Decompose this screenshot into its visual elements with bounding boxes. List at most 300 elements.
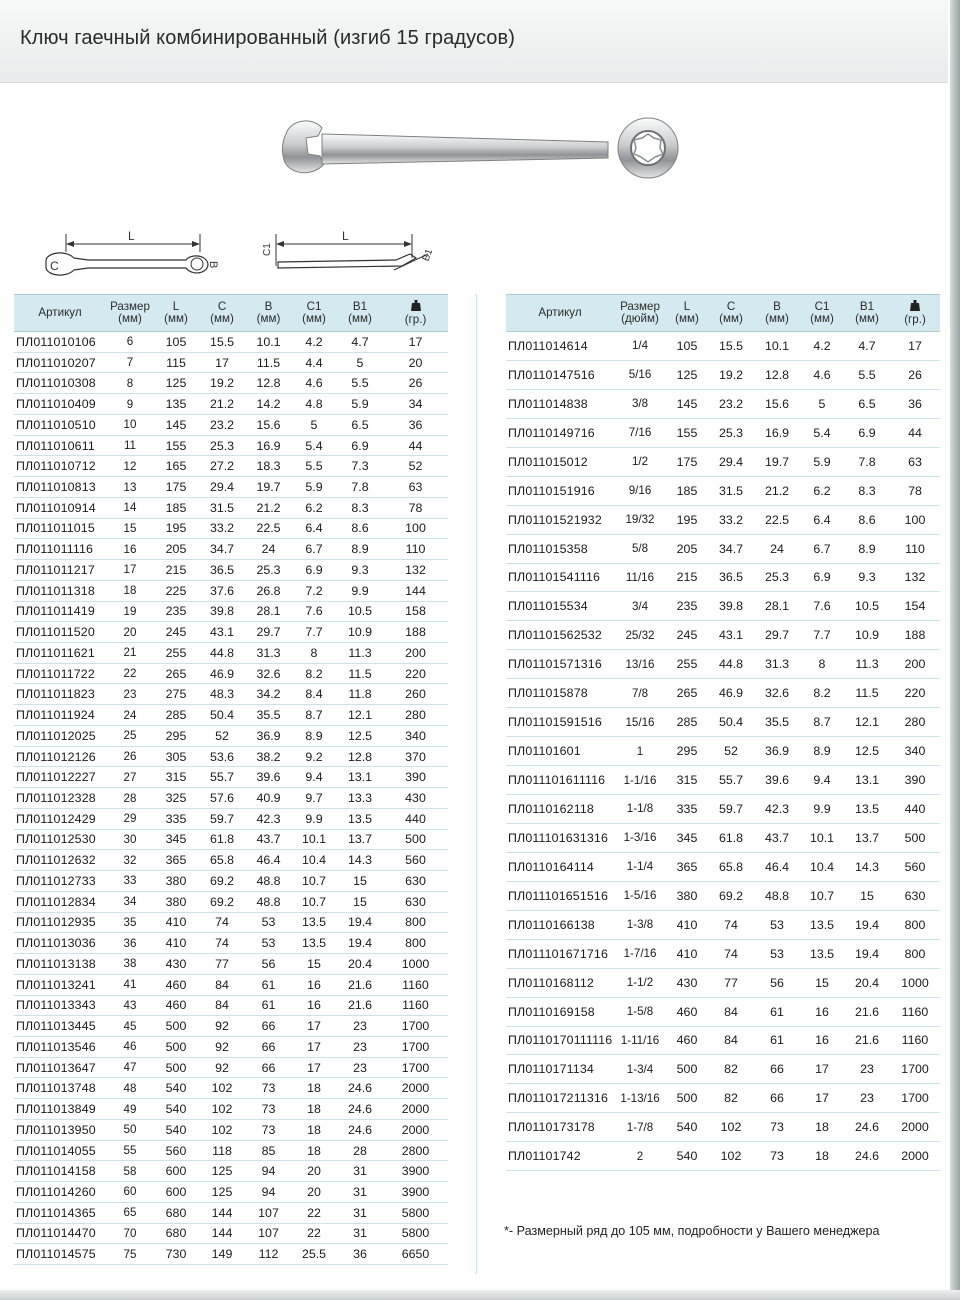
cell-size: 16: [106, 539, 154, 560]
table-row: [14, 663, 448, 684]
table-row: [14, 788, 448, 809]
table-row: [14, 622, 448, 643]
cell-b1: 31: [337, 1202, 383, 1223]
cell-b: 12.8: [246, 373, 291, 394]
cell-b1: 21.6: [337, 974, 383, 995]
cell-b: 31.3: [754, 650, 800, 679]
cell-l: 115: [154, 352, 198, 373]
cell-weight: 220: [383, 663, 448, 684]
cell-l: 155: [666, 418, 708, 447]
cell-c1: 9.4: [291, 767, 337, 788]
cell-article: ПЛ011013950: [14, 1119, 106, 1140]
cell-l: 305: [154, 746, 198, 767]
cell-c: 23.2: [198, 414, 246, 435]
cell-c: 15.5: [708, 332, 754, 361]
cell-b: 94: [246, 1182, 291, 1203]
table-row: [14, 767, 448, 788]
cell-c: 118: [198, 1140, 246, 1161]
cell-weight: 370: [383, 746, 448, 767]
cell-weight: 430: [383, 788, 448, 809]
cell-l: 275: [154, 684, 198, 705]
cell-b: 10.1: [754, 332, 800, 361]
cell-l: 335: [666, 795, 708, 824]
cell-article: ПЛ011101671716: [506, 939, 614, 968]
table-row: [506, 418, 940, 447]
cell-b1: 8.3: [844, 476, 890, 505]
cell-size: 58: [106, 1161, 154, 1182]
wrench-dimension-diagram: [36, 228, 224, 292]
table-row: [14, 518, 448, 539]
cell-size: 5/8: [614, 534, 666, 563]
cell-l: 410: [154, 912, 198, 933]
table-row: [14, 1057, 448, 1078]
cell-b: 24: [754, 534, 800, 563]
cell-size: 33: [106, 871, 154, 892]
table-row: [506, 447, 940, 476]
cell-article: ПЛ011013138: [14, 954, 106, 975]
header-b1: B1 (мм): [844, 295, 890, 332]
table-row: [506, 1084, 940, 1113]
cell-weight: 1700: [383, 1016, 448, 1037]
cell-b1: 12.5: [337, 725, 383, 746]
cell-size: 47: [106, 1057, 154, 1078]
cell-size: 19/32: [614, 505, 666, 534]
cell-size: 14: [106, 497, 154, 518]
cell-b1: 11.3: [337, 643, 383, 664]
cell-c1: 8.2: [291, 663, 337, 684]
cell-b1: 5.5: [337, 373, 383, 394]
cell-l: 265: [154, 663, 198, 684]
cell-c1: 17: [800, 1055, 844, 1084]
table-row: [506, 795, 940, 824]
cell-l: 135: [154, 394, 198, 415]
cell-size: 30: [106, 829, 154, 850]
cell-l: 215: [154, 560, 198, 581]
cell-size: 1-1/8: [614, 795, 666, 824]
cell-article: ПЛ011015012: [506, 447, 614, 476]
cell-c1: 22: [291, 1202, 337, 1223]
cell-b: 61: [754, 1026, 800, 1055]
cell-size: 1-1/4: [614, 852, 666, 881]
cell-size: 12: [106, 456, 154, 477]
cell-b1: 12.5: [844, 737, 890, 766]
cell-c1: 10.7: [800, 881, 844, 910]
cell-weight: 1700: [890, 1055, 940, 1084]
cell-article: ПЛ011014260: [14, 1182, 106, 1203]
cell-c: 65.8: [708, 852, 754, 881]
cell-article: ПЛ011011621: [14, 643, 106, 664]
cell-l: 235: [666, 592, 708, 621]
cell-b: 14.2: [246, 394, 291, 415]
cell-b: 73: [754, 1113, 800, 1142]
cell-b1: 19.4: [337, 912, 383, 933]
cell-b: 94: [246, 1161, 291, 1182]
table-row: [506, 389, 940, 418]
cell-l: 430: [666, 968, 708, 997]
cell-c: 84: [708, 997, 754, 1026]
cell-size: 43: [106, 995, 154, 1016]
cell-article: ПЛ011010510: [14, 414, 106, 435]
cell-c: 44.8: [708, 650, 754, 679]
cell-size: 70: [106, 1223, 154, 1244]
cell-c: 37.6: [198, 580, 246, 601]
cell-c1: 8: [800, 650, 844, 679]
cell-size: 46: [106, 1036, 154, 1057]
cell-l: 500: [666, 1084, 708, 1113]
cell-c1: 5.4: [800, 418, 844, 447]
weight-icon: [411, 300, 421, 311]
cell-l: 460: [154, 974, 198, 995]
cell-b: 46.4: [246, 850, 291, 871]
cell-b1: 21.6: [844, 1026, 890, 1055]
table-row: [506, 505, 940, 534]
cell-weight: 220: [890, 679, 940, 708]
cell-l: 285: [154, 705, 198, 726]
cell-b: 66: [246, 1016, 291, 1037]
table-row: [14, 1182, 448, 1203]
cell-c1: 5: [291, 414, 337, 435]
cell-b1: 7.8: [844, 447, 890, 476]
cell-b1: 31: [337, 1223, 383, 1244]
cell-b: 48.8: [246, 871, 291, 892]
cell-l: 315: [666, 766, 708, 795]
cell-c: 92: [198, 1036, 246, 1057]
cell-c: 50.4: [198, 705, 246, 726]
cell-c1: 18: [800, 1113, 844, 1142]
cell-article: ПЛ01101601: [506, 737, 614, 766]
table-row: [14, 974, 448, 995]
table-row: [506, 881, 940, 910]
cell-article: ПЛ011010409: [14, 394, 106, 415]
cell-weight: 78: [383, 497, 448, 518]
cell-article: ПЛ011012025: [14, 725, 106, 746]
cell-b1: 15: [844, 881, 890, 910]
cell-weight: 630: [383, 891, 448, 912]
cell-c1: 4.6: [291, 373, 337, 394]
cell-b: 61: [754, 997, 800, 1026]
cell-size: 9: [106, 394, 154, 415]
cell-b1: 12.1: [844, 708, 890, 737]
cell-c: 53.6: [198, 746, 246, 767]
cell-article: ПЛ01101541116: [506, 563, 614, 592]
table-row: [506, 910, 940, 939]
cell-size: 2: [614, 1142, 666, 1171]
cell-b: 112: [246, 1244, 291, 1265]
column-divider: [476, 294, 477, 1274]
cell-article: ПЛ0110162118: [506, 795, 614, 824]
combination-wrench-photo: [278, 112, 680, 190]
cell-b: 107: [246, 1202, 291, 1223]
cell-c: 29.4: [198, 477, 246, 498]
page-title: Ключ гаечный комбинированный (изгиб 15 градусов): [20, 27, 515, 49]
cell-b: 35.5: [754, 708, 800, 737]
cell-size: 1/4: [614, 332, 666, 361]
cell-size: 1-3/4: [614, 1055, 666, 1084]
cell-l: 540: [666, 1113, 708, 1142]
cell-b: 107: [246, 1223, 291, 1244]
cell-c1: 4.4: [291, 352, 337, 373]
cell-l: 345: [154, 829, 198, 850]
cell-b: 73: [246, 1078, 291, 1099]
cell-b1: 13.7: [844, 823, 890, 852]
cell-c: 61.8: [708, 823, 754, 852]
cell-c1: 17: [291, 1016, 337, 1037]
cell-size: 55: [106, 1140, 154, 1161]
cell-b1: 5.5: [844, 360, 890, 389]
cell-article: ПЛ011012733: [14, 871, 106, 892]
table-row: [506, 563, 940, 592]
cell-c1: 8.9: [800, 737, 844, 766]
cell-size: 1-1/2: [614, 968, 666, 997]
cell-b1: 7.8: [337, 477, 383, 498]
cell-b1: 31: [337, 1182, 383, 1203]
title-bar: [0, 0, 948, 83]
table-row: [14, 1202, 448, 1223]
cell-c: 17: [198, 352, 246, 373]
cell-l: 680: [154, 1223, 198, 1244]
cell-weight: 280: [890, 708, 940, 737]
cell-c1: 8.7: [800, 708, 844, 737]
metric-sizes-table: [14, 294, 448, 1265]
cell-size: 17: [106, 560, 154, 581]
cell-weight: 200: [383, 643, 448, 664]
table-row: [14, 891, 448, 912]
cell-c: 44.8: [198, 643, 246, 664]
cell-article: ПЛ0110166138: [506, 910, 614, 939]
cell-l: 335: [154, 808, 198, 829]
cell-b1: 13.5: [337, 808, 383, 829]
cell-article: ПЛ0110164114: [506, 852, 614, 881]
cell-article: ПЛ011011116: [14, 539, 106, 560]
cell-c: 55.7: [708, 766, 754, 795]
cell-l: 295: [666, 737, 708, 766]
table-row: [506, 766, 940, 795]
cell-c1: 18: [291, 1078, 337, 1099]
table-row: [14, 1119, 448, 1140]
cell-article: ПЛ011013343: [14, 995, 106, 1016]
cell-c1: 17: [291, 1036, 337, 1057]
cell-weight: 1160: [890, 1026, 940, 1055]
cell-b: 48.8: [754, 881, 800, 910]
table-row: [14, 954, 448, 975]
cell-weight: 1700: [890, 1084, 940, 1113]
cell-weight: 2000: [890, 1113, 940, 1142]
cell-article: ПЛ011012328: [14, 788, 106, 809]
header-weight: (гр.): [383, 295, 448, 332]
cell-size: 5/16: [614, 360, 666, 389]
cell-size: 27: [106, 767, 154, 788]
cell-c: 125: [198, 1161, 246, 1182]
cell-article: ПЛ0110168112: [506, 968, 614, 997]
cell-c: 33.2: [708, 505, 754, 534]
cell-weight: 36: [890, 389, 940, 418]
cell-article: ПЛ0110147516: [506, 360, 614, 389]
cell-size: 1-7/8: [614, 1113, 666, 1142]
cell-c: 102: [198, 1099, 246, 1120]
cell-l: 215: [666, 563, 708, 592]
cell-b: 66: [246, 1057, 291, 1078]
cell-b1: 12.1: [337, 705, 383, 726]
table-row: [14, 580, 448, 601]
cell-l: 540: [666, 1142, 708, 1171]
cell-b1: 5: [337, 352, 383, 373]
cell-c1: 17: [291, 1057, 337, 1078]
cell-l: 410: [666, 910, 708, 939]
cell-l: 560: [154, 1140, 198, 1161]
table-row: [506, 968, 940, 997]
cell-weight: 36: [383, 414, 448, 435]
cell-l: 105: [666, 332, 708, 361]
cell-b1: 24.6: [844, 1142, 890, 1171]
cell-weight: 44: [383, 435, 448, 456]
cell-b: 56: [754, 968, 800, 997]
cell-c1: 8.4: [291, 684, 337, 705]
cell-b: 29.7: [246, 622, 291, 643]
cell-article: ПЛ011010611: [14, 435, 106, 456]
cell-article: ПЛ011012227: [14, 767, 106, 788]
cell-l: 410: [666, 939, 708, 968]
cell-article: ПЛ0110171134: [506, 1055, 614, 1084]
cell-size: 45: [106, 1016, 154, 1037]
cell-size: 41: [106, 974, 154, 995]
cell-l: 365: [666, 852, 708, 881]
cell-article: ПЛ0110169158: [506, 997, 614, 1026]
cell-c1: 9.7: [291, 788, 337, 809]
header-size: Размер (мм): [106, 295, 154, 332]
cell-size: 15: [106, 518, 154, 539]
cell-b1: 13.1: [337, 767, 383, 788]
cell-b: 46.4: [754, 852, 800, 881]
cell-weight: 63: [890, 447, 940, 476]
cell-weight: 52: [383, 456, 448, 477]
cell-article: ПЛ011012126: [14, 746, 106, 767]
cell-article: ПЛ011010712: [14, 456, 106, 477]
page-edge-right: [950, 0, 960, 1300]
table-row: [14, 456, 448, 477]
cell-size: 15/16: [614, 708, 666, 737]
cell-c: 69.2: [198, 871, 246, 892]
cell-weight: 800: [890, 910, 940, 939]
cell-c: 84: [198, 974, 246, 995]
cell-weight: 1160: [383, 974, 448, 995]
header-l: L (мм): [666, 295, 708, 332]
cell-weight: 144: [383, 580, 448, 601]
cell-l: 600: [154, 1182, 198, 1203]
table-row: [506, 823, 940, 852]
cell-size: 1: [614, 737, 666, 766]
cell-c1: 9.2: [291, 746, 337, 767]
cell-size: 21: [106, 643, 154, 664]
cell-c1: 9.4: [800, 766, 844, 795]
cell-l: 185: [666, 476, 708, 505]
cell-c1: 6.7: [800, 534, 844, 563]
cell-size: 65: [106, 1202, 154, 1223]
footnote: *- Размерный ряд до 105 мм, подробности у Вашего менеджера: [504, 1224, 880, 1238]
cell-c1: 10.1: [800, 823, 844, 852]
cell-b1: 10.9: [337, 622, 383, 643]
table-row: [506, 1113, 940, 1142]
table-row: [14, 539, 448, 560]
cell-b1: 24.6: [844, 1113, 890, 1142]
cell-article: ПЛ011011722: [14, 663, 106, 684]
table-row: [14, 808, 448, 829]
cell-b: 66: [754, 1055, 800, 1084]
cell-c: 34.7: [708, 534, 754, 563]
cell-size: 50: [106, 1119, 154, 1140]
cell-c1: 10.4: [291, 850, 337, 871]
cell-weight: 560: [890, 852, 940, 881]
cell-l: 540: [154, 1099, 198, 1120]
cell-c: 33.2: [198, 518, 246, 539]
table-row: [506, 332, 940, 361]
cell-article: ПЛ011101611116: [506, 766, 614, 795]
cell-weight: 390: [383, 767, 448, 788]
cell-size: 1-5/16: [614, 881, 666, 910]
table-row: [14, 414, 448, 435]
cell-l: 345: [666, 823, 708, 852]
cell-c: 102: [708, 1113, 754, 1142]
cell-size: 22: [106, 663, 154, 684]
cell-c1: 15: [291, 954, 337, 975]
cell-article: ПЛ011013445: [14, 1016, 106, 1037]
cell-c: 15.5: [198, 332, 246, 353]
cell-c: 48.3: [198, 684, 246, 705]
cell-b: 22.5: [754, 505, 800, 534]
cell-size: 26: [106, 746, 154, 767]
cell-c: 102: [708, 1142, 754, 1171]
cell-article: ПЛ011014158: [14, 1161, 106, 1182]
cell-c1: 13.5: [800, 939, 844, 968]
cell-b1: 36: [337, 1244, 383, 1265]
cell-c: 46.9: [708, 679, 754, 708]
cell-c1: 5.4: [291, 435, 337, 456]
cell-l: 245: [666, 621, 708, 650]
cell-b: 16.9: [754, 418, 800, 447]
cell-weight: 6650: [383, 1244, 448, 1265]
cell-c1: 13.5: [291, 933, 337, 954]
cell-b1: 9.3: [844, 563, 890, 592]
table-row: [506, 1055, 940, 1084]
table-row: [506, 939, 940, 968]
cell-c: 23.2: [708, 389, 754, 418]
cell-c1: 5.9: [800, 447, 844, 476]
table-row: [14, 684, 448, 705]
cell-c1: 7.7: [800, 621, 844, 650]
cell-c1: 10.4: [800, 852, 844, 881]
cell-l: 145: [666, 389, 708, 418]
cell-c: 36.5: [708, 563, 754, 592]
cell-weight: 260: [383, 684, 448, 705]
cell-weight: 17: [890, 332, 940, 361]
table-row: [506, 476, 940, 505]
cell-b1: 4.7: [844, 332, 890, 361]
cell-l: 680: [154, 1202, 198, 1223]
weight-icon: [910, 300, 920, 311]
cell-b: 73: [754, 1142, 800, 1171]
table-row: [14, 1223, 448, 1244]
cell-b: 15.6: [754, 389, 800, 418]
table-row: [14, 1016, 448, 1037]
cell-weight: 26: [890, 360, 940, 389]
cell-weight: 132: [383, 560, 448, 581]
cell-b1: 11.5: [337, 663, 383, 684]
table-row: [14, 746, 448, 767]
cell-b1: 14.3: [844, 852, 890, 881]
cell-b: 26.8: [246, 580, 291, 601]
cell-size: 24: [106, 705, 154, 726]
cell-b: 29.7: [754, 621, 800, 650]
cell-weight: 26: [383, 373, 448, 394]
